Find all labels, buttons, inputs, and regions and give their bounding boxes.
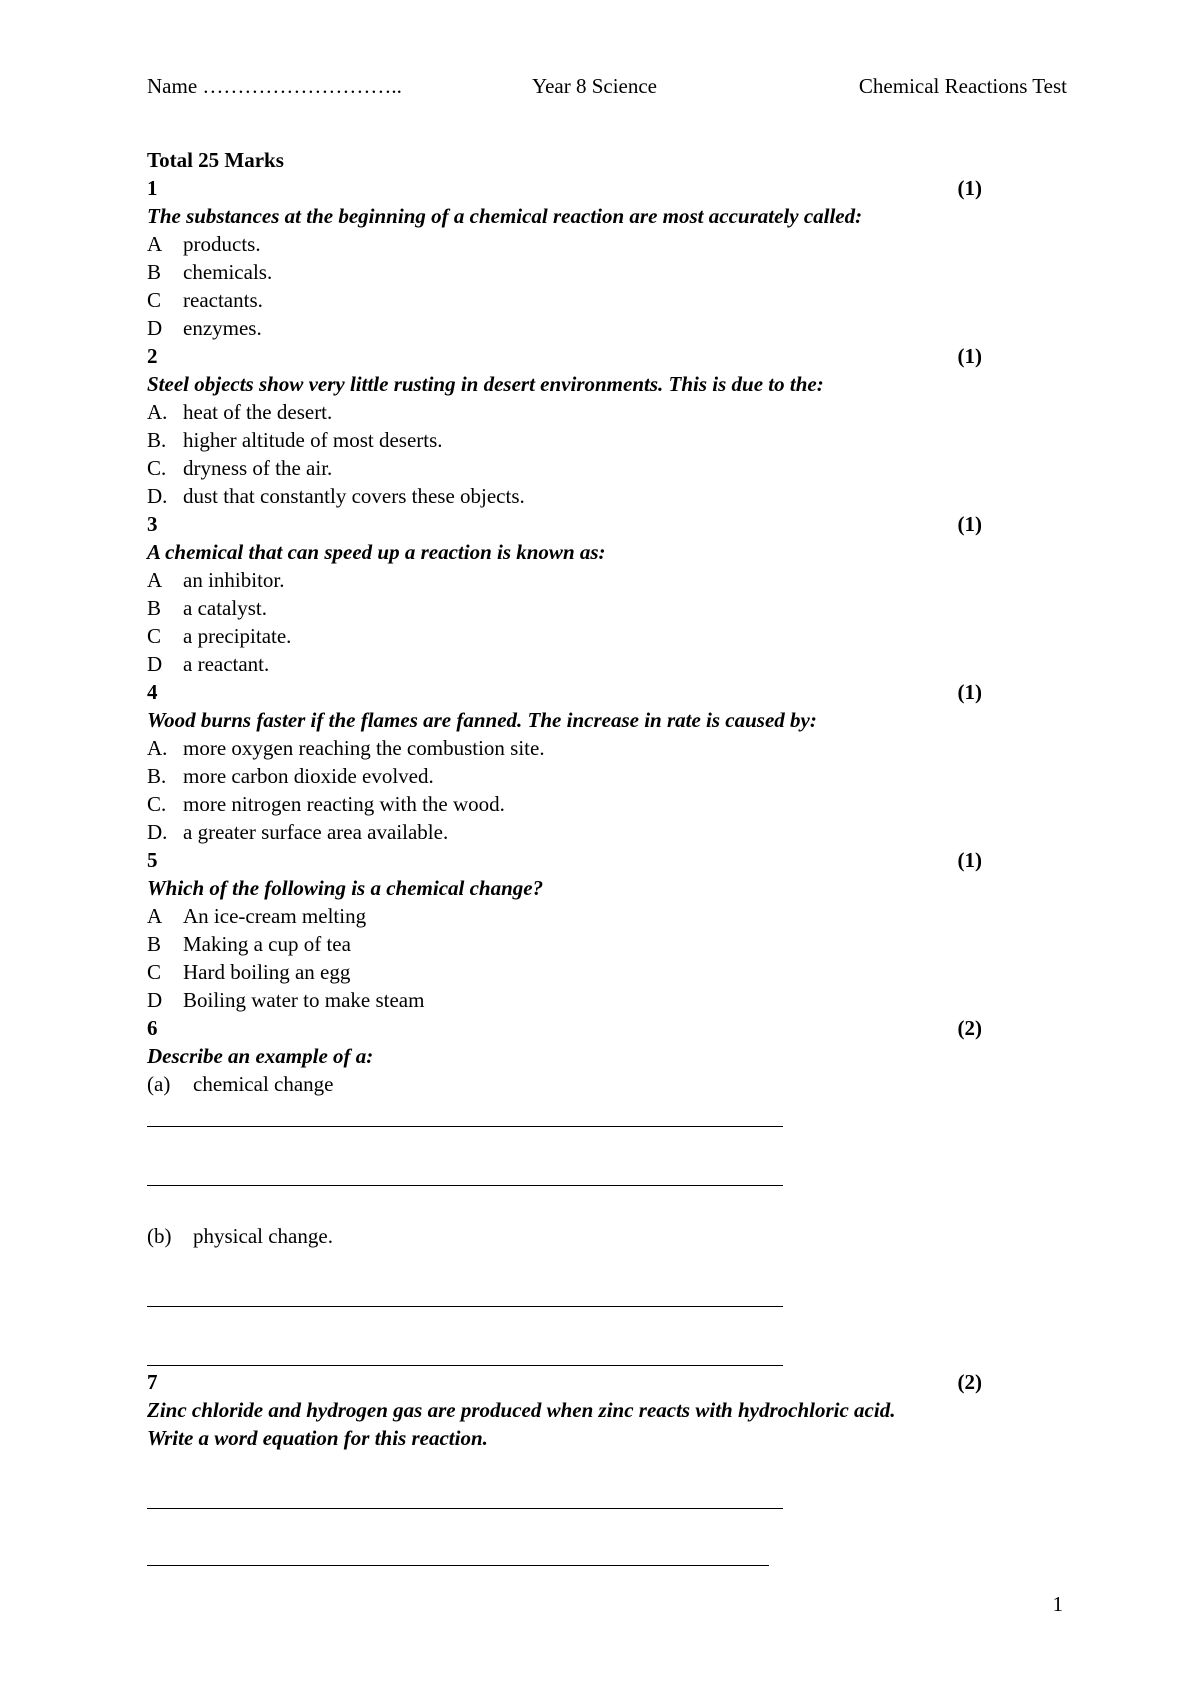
answer-option[interactable] <box>147 762 982 790</box>
option-text: higher altitude of most deserts. <box>183 428 443 452</box>
option-letter: D. <box>147 484 168 508</box>
question-6 <box>147 1014 982 1368</box>
option-letter: C <box>147 288 162 312</box>
question-marks: (2) <box>957 1016 982 1040</box>
question-number: 3 <box>147 512 158 536</box>
question-header <box>147 510 982 538</box>
answer-option[interactable] <box>147 818 982 846</box>
answer-option[interactable] <box>147 426 982 454</box>
page-header <box>147 72 1067 102</box>
part-label: (a) <box>147 1072 171 1096</box>
answer-option[interactable] <box>147 454 982 482</box>
question-number: 2 <box>147 344 158 368</box>
question-marks: (1) <box>957 512 982 536</box>
option-letter: D <box>147 316 163 340</box>
option-text: enzymes. <box>183 316 262 340</box>
answer-option[interactable] <box>147 230 982 258</box>
question-number: 5 <box>147 848 158 872</box>
question-3 <box>147 510 982 678</box>
answer-option[interactable] <box>147 314 982 342</box>
option-letter: B <box>147 932 162 956</box>
option-text: chemicals. <box>183 260 273 284</box>
question-part-a <box>147 1070 982 1098</box>
option-text: more nitrogen reacting with the wood. <box>183 792 505 816</box>
option-letter: C. <box>147 456 167 480</box>
option-letter: D <box>147 988 163 1012</box>
answer-option[interactable] <box>147 902 982 930</box>
option-letter: B. <box>147 764 167 788</box>
option-text: Making a cup of tea <box>183 932 351 956</box>
question-prompt: Zinc chloride and hydrogen gas are produced when zinc reacts with hydrochloric acid. <box>147 1398 896 1422</box>
answer-option[interactable] <box>147 790 982 818</box>
answer-option[interactable] <box>147 958 982 986</box>
option-text: Boiling water to make steam <box>183 988 425 1012</box>
option-text: more carbon dioxide evolved. <box>183 764 434 788</box>
question-prompt: Which of the following is a chemical change? <box>147 876 544 900</box>
question-marks: (1) <box>957 848 982 872</box>
option-text: products. <box>183 232 261 256</box>
question-header <box>147 1014 982 1042</box>
option-text: a greater surface area available. <box>183 820 449 844</box>
option-letter: C <box>147 624 162 648</box>
option-letter: A. <box>147 400 168 424</box>
test-content <box>147 146 982 1566</box>
option-letter: D <box>147 652 163 676</box>
question-marks: (1) <box>957 680 982 704</box>
option-letter: B <box>147 596 162 620</box>
part-label: (b) <box>147 1224 172 1248</box>
answer-option[interactable] <box>147 622 982 650</box>
option-text: heat of the desert. <box>183 400 333 424</box>
question-5 <box>147 846 982 1014</box>
option-text: Hard boiling an egg <box>183 960 351 984</box>
question-header <box>147 174 982 202</box>
answer-option[interactable] <box>147 594 982 622</box>
question-number: 6 <box>147 1016 158 1040</box>
answer-option[interactable] <box>147 482 982 510</box>
option-text: a precipitate. <box>183 624 292 648</box>
test-title: Chemical Reactions Test <box>858 74 1067 98</box>
question-prompt: A chemical that can speed up a reaction is known as: <box>147 540 606 564</box>
question-number: 7 <box>147 1370 158 1394</box>
part-text: chemical change <box>193 1072 334 1096</box>
question-4 <box>147 678 982 846</box>
question-2 <box>147 342 982 510</box>
option-letter: D. <box>147 820 168 844</box>
question-prompt-continued: Write a word equation for this reaction. <box>147 1426 488 1450</box>
answer-option[interactable] <box>147 650 982 678</box>
question-header <box>147 678 982 706</box>
question-header <box>147 342 982 370</box>
option-text: dust that constantly covers these objects. <box>183 484 525 508</box>
option-text: a catalyst. <box>183 596 267 620</box>
option-letter: C <box>147 960 162 984</box>
question-number: 1 <box>147 176 158 200</box>
question-marks: (1) <box>957 176 982 200</box>
page-number: 1 <box>1052 1592 1063 1616</box>
question-part-b <box>147 1222 982 1250</box>
question-header <box>147 1368 982 1396</box>
subject-label: Year 8 Science <box>532 74 657 98</box>
answer-line[interactable] <box>147 1565 769 1566</box>
question-header <box>147 846 982 874</box>
option-letter: A <box>147 232 163 256</box>
question-marks: (1) <box>957 344 982 368</box>
answer-option[interactable] <box>147 566 982 594</box>
question-7 <box>147 1368 982 1566</box>
total-marks: Total 25 Marks <box>147 148 284 172</box>
option-letter: B. <box>147 428 167 452</box>
question-prompt: Describe an example of a: <box>147 1044 374 1068</box>
answer-option[interactable] <box>147 930 982 958</box>
option-letter: A. <box>147 736 168 760</box>
question-number: 4 <box>147 680 158 704</box>
option-text: an inhibitor. <box>183 568 285 592</box>
option-letter: B <box>147 260 162 284</box>
answer-option[interactable] <box>147 734 982 762</box>
option-text: An ice-cream melting <box>183 904 367 928</box>
option-letter: A <box>147 568 163 592</box>
question-prompt: Steel objects show very little rusting in desert environments. This is due to the: <box>147 372 824 396</box>
question-prompt: Wood burns faster if the flames are fanned. The increase in rate is caused by: <box>147 708 817 732</box>
option-letter: C. <box>147 792 167 816</box>
answer-option[interactable] <box>147 986 982 1014</box>
answer-option[interactable] <box>147 398 982 426</box>
question-prompt: The substances at the beginning of a chemical reaction are most accurately called: <box>147 204 863 228</box>
option-letter: A <box>147 904 163 928</box>
part-text: physical change. <box>193 1224 333 1248</box>
answer-option[interactable] <box>147 286 982 314</box>
option-text: dryness of the air. <box>183 456 333 480</box>
option-text: reactants. <box>183 288 263 312</box>
answer-option[interactable] <box>147 258 982 286</box>
question-marks: (2) <box>957 1370 982 1394</box>
question-1 <box>147 174 982 342</box>
option-text: a reactant. <box>183 652 270 676</box>
option-text: more oxygen reaching the combustion site. <box>183 736 545 760</box>
student-name-field[interactable]: Name ……………………….. <box>147 74 402 98</box>
